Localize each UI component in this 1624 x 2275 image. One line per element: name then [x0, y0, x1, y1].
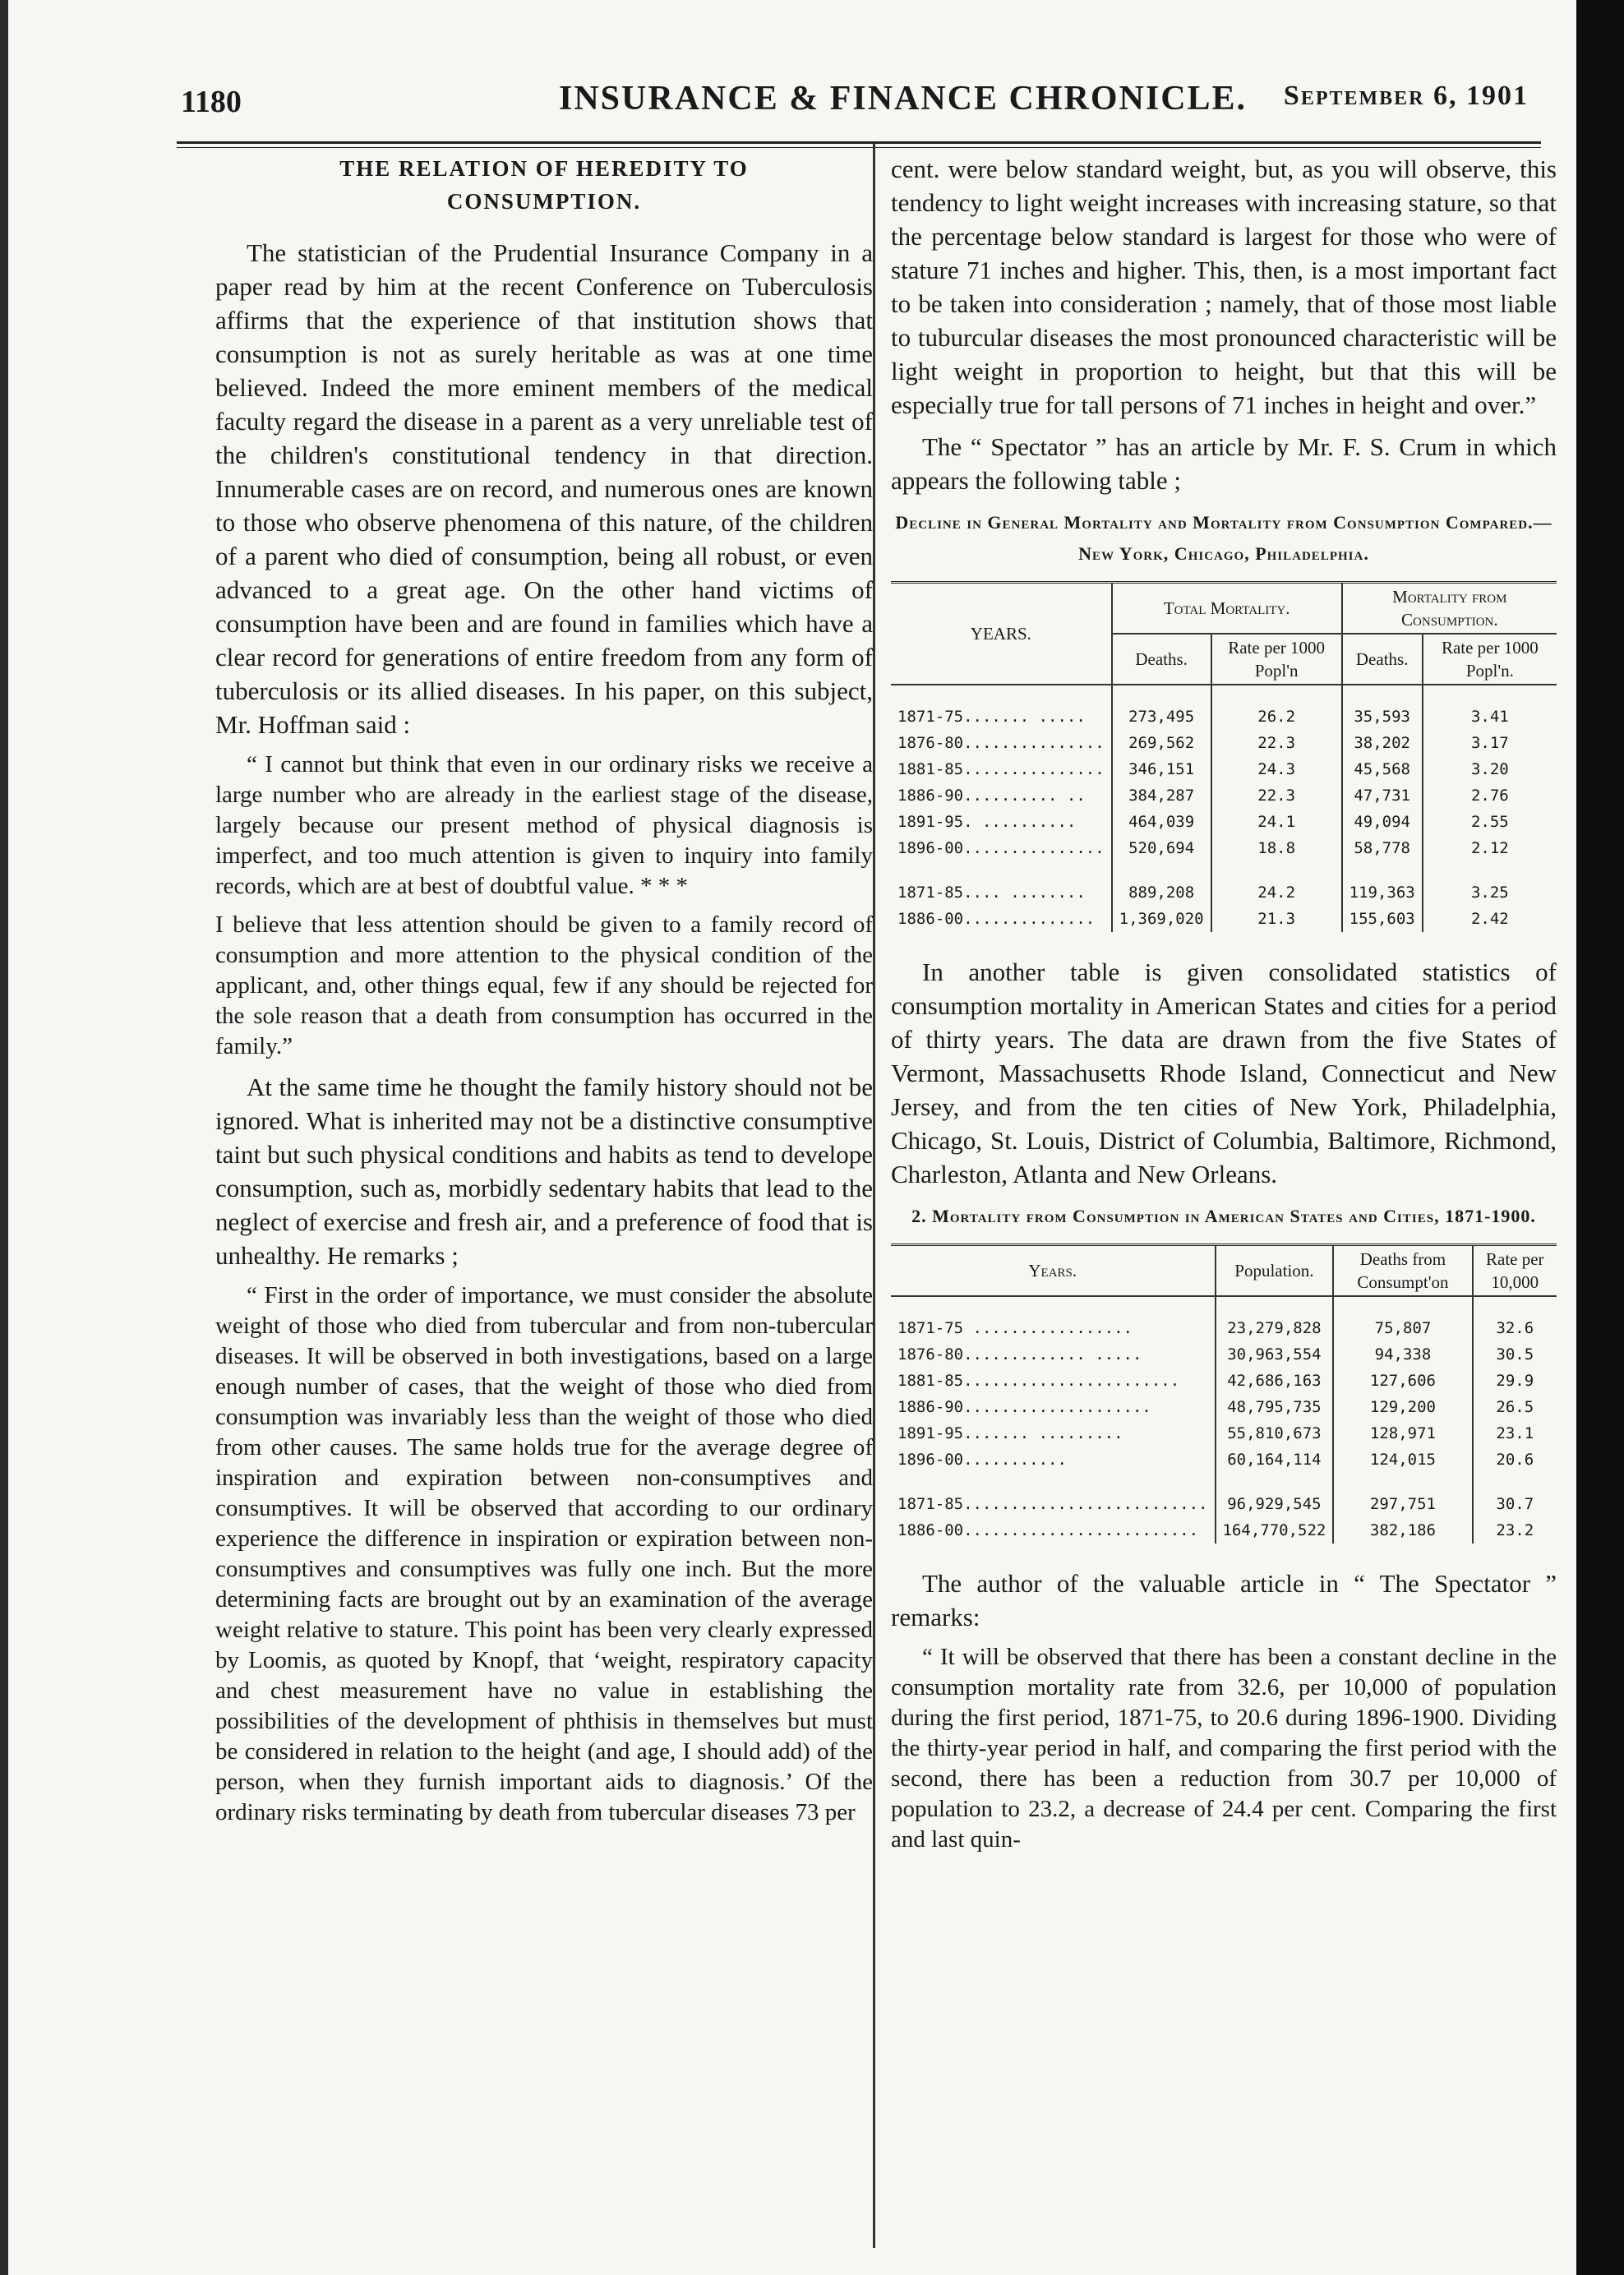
table1-row-cell: 346,151 [1112, 756, 1211, 782]
page-number: 1180 [181, 85, 242, 119]
table1-row-cell: 3.20 [1423, 756, 1557, 782]
table2-row-cell: 129,200 [1333, 1394, 1472, 1420]
table1-row-cell: 24.1 [1211, 809, 1342, 835]
table1-header-cons-deaths: Deaths. [1342, 634, 1423, 685]
scan-left-edge [0, 0, 8, 2275]
table2-summary-row-cell: 30.7 [1473, 1491, 1557, 1517]
quote-hoffman-part1: “ I cannot but think that even in our ordinary risks we receive a large number who are already in the earliest stage of the disease, largely because our present method of physical diagnosis is imperfect, and too much attention is given to inquiry into family records, which are at best of doubtful value. * * * [215, 751, 873, 899]
table1-row-cell: 1891-95. .......... [897, 813, 1077, 831]
table1-summary-row-cell: 1,369,020 [1112, 906, 1211, 932]
table2-row-cell: 1891-95....... ......... [897, 1424, 1123, 1442]
table1-row-cell: 22.3 [1211, 730, 1342, 756]
table1-header-total: Total Mortality. [1112, 583, 1342, 635]
table2-row-cell: 1896-00........... [897, 1451, 1067, 1469]
table2-caption: 2. Mortality from Consumption in American States and Cities, 1871-1900. [911, 1206, 1536, 1226]
running-header [181, 76, 1529, 133]
table2-header-deaths: Deaths from Consumpt'on [1333, 1245, 1472, 1297]
quote-weight: “ First in the order of importance, we must consider the absolute weight of those who died from tubercular and from non-tubercular diseases. It will be observed in both investigations, based on a large enough number of cases, that the weight of those who died from consumption was invariably less than the weight of those who died from other causes. The same holds true for the average degree of inspiration and expiration between non-consumptives and consumptives. It will be observed that according to our ordinary experience the difference in inspiration or expiration between non-consumptives and consumptives was fully one inch. But the more determining facts are brought out by an examination of the average weight relative to stature. This point has been very clearly expressed by Loomis, as quoted by Knopf, that ‘weight, respiratory capacity and chest measurement have no value in establishing the possibilities of the development of phthisis in themselves but must be considered in relation to the height (and age, I should add) of the person, when they furnish important aids to diagnosis.’ Of the ordinary risks terminating by death from tubercular diseases 73 per [215, 1282, 873, 1825]
table2-row-cell: 55,810,673 [1216, 1420, 1334, 1447]
scan-right-edge [1576, 0, 1624, 2275]
table2-row [891, 1368, 1557, 1394]
table2-row-cell: 23,279,828 [1216, 1315, 1334, 1341]
table1-row [891, 835, 1557, 861]
table1-header-consumption: Mortality from Consumption. [1342, 583, 1557, 635]
table1-header-rate: Rate per 1000 Popl'n [1211, 634, 1342, 685]
table1-row-cell: 38,202 [1342, 730, 1423, 756]
table2-row [891, 1394, 1557, 1420]
table1-row-cell: 273,495 [1112, 704, 1211, 730]
table1-row-cell: 3.41 [1423, 704, 1557, 730]
table2-summary-row [891, 1517, 1557, 1544]
table2-row-cell: 128,971 [1333, 1420, 1472, 1447]
table1-row-cell: 45,568 [1342, 756, 1423, 782]
table1-row [891, 809, 1557, 835]
table-spacer-row [891, 861, 1557, 879]
table2-row-cell: 48,795,735 [1216, 1394, 1334, 1420]
table2-row-cell: 29.9 [1473, 1368, 1557, 1394]
table2-row-cell: 1876-80............. ..... [897, 1345, 1142, 1364]
paragraph-author-remarks: The author of the valuable article in “ The Spectator ” remarks: [891, 1569, 1557, 1631]
table1-row-cell: 2.55 [1423, 809, 1557, 835]
quote-hoffman-part2: I believe that less attention should be given to a family record of consumption and more attention to the physical condition of the applicant, and, other things equal, few if any should be rejected for the sole reason that a death from consumption has occurred in the family.” [215, 911, 873, 1059]
table1-row-cell: 464,039 [1112, 809, 1211, 835]
table2-mortality [891, 1244, 1557, 1544]
table2-summary-row [891, 1491, 1557, 1517]
table2-summary-row-cell: 297,751 [1333, 1491, 1472, 1517]
table2-summary-row-cell: 1886-00......................... [897, 1521, 1199, 1539]
table2-row-cell: 32.6 [1473, 1315, 1557, 1341]
table2-row-cell: 124,015 [1333, 1447, 1472, 1473]
table2-row [891, 1341, 1557, 1368]
table1-row-cell: 269,562 [1112, 730, 1211, 756]
table2-summary-row-cell: 96,929,545 [1216, 1491, 1334, 1517]
table1-row [891, 704, 1557, 730]
article-title [215, 152, 873, 218]
table1-row-cell: 1886-90.......... .. [897, 787, 1086, 805]
table1-row-cell: 58,778 [1342, 835, 1423, 861]
table1-header-deaths: Deaths. [1112, 634, 1211, 685]
paragraph-intro: The statistician of the Prudential Insurance Company in a paper read by him at the recent Conference on Tuberculosis affirms that the experience of that institution shows that consumption is not as surely heritable as was at one time believed. Indeed the more eminent members of the medical faculty regard the disease in a parent as a very unreliable test of the children's constitutional tendency in that direction. Innumerable cases are on record, and numerous ones are known to those who observe phenomena of this nature, of the children of a parent who died of consumption, being all robust, or even advanced to a great age. On the other hand victims of consumption have been and are found in families which have a clear record for generations of entire freedom from any form of tuberculosis or its allied diseases. In his paper, on this subject, Mr. Hoffman said : [215, 238, 873, 739]
header-rule [177, 141, 1541, 144]
header-rule-thin [177, 147, 1541, 148]
table2-summary-row-cell: 382,186 [1333, 1517, 1472, 1544]
table-spacer-row [891, 1473, 1557, 1491]
table1-row-cell: 384,287 [1112, 782, 1211, 809]
table1-summary-row-cell: 24.2 [1211, 879, 1342, 906]
table2-header-population: Population. [1216, 1245, 1334, 1297]
table1-row-cell: 22.3 [1211, 782, 1342, 809]
table2-summary-row-cell: 164,770,522 [1216, 1517, 1334, 1544]
table-spacer-row [891, 685, 1557, 704]
table1-row-cell: 520,694 [1112, 835, 1211, 861]
right-column [891, 152, 1557, 1863]
quote-decline: “ It will be observed that there has been a constant decline in the consumption mortality rate from 32.6, per 10,000 of population during the first period, 1871-75, to 20.6 during 1896-1900. Dividing the thirty-year period in half, and comparing the first period with the second, there has been a reduction from 30.7 per 10,000 of population to 23.2, a decrease of 24.4 per cent. Comparing the first and last quin- [891, 1644, 1557, 1853]
table1-row-cell: 1871-75....... ..... [897, 708, 1086, 726]
table1-row [891, 782, 1557, 809]
paragraph-family-history: At the same time he thought the family history should not be ignored. What is inherited may not be a distinctive consumptive taint but such physical conditions and habits as tend to develope consumption, such as, morbidly sedentary habits that lead to the neglect of exercise and fresh air, and a preference of food that is unhealthy. He remarks ; [215, 1073, 873, 1270]
table1-row-cell: 1881-85............... [897, 760, 1105, 778]
table1-row [891, 756, 1557, 782]
table1-summary-row-cell: 2.42 [1423, 906, 1557, 932]
table1-row-cell: 1896-00............... [897, 839, 1105, 857]
issue-date: September 6, 1901 [1283, 81, 1529, 111]
table1-row-cell: 35,593 [1342, 704, 1423, 730]
table2-row-cell: 30.5 [1473, 1341, 1557, 1368]
table2-row [891, 1315, 1557, 1341]
table1-caption: Decline in General Mortality and Mortality from Consumption Compared.—New York, Chicago, Philadelphia. [895, 512, 1552, 564]
table2-row-cell: 20.6 [1473, 1447, 1557, 1473]
table2-row-cell: 75,807 [1333, 1315, 1472, 1341]
table1-summary-row-cell: 119,363 [1342, 879, 1423, 906]
table1-summary-row [891, 906, 1557, 932]
table1-summary-row [891, 879, 1557, 906]
table1-row-cell: 49,094 [1342, 809, 1423, 835]
table1-mortality [891, 581, 1557, 932]
table1-row-cell: 1876-80............... [897, 734, 1105, 752]
article-title-line2: CONSUMPTION. [446, 189, 642, 214]
table2-row-cell: 30,963,554 [1216, 1341, 1334, 1368]
table1-row-cell: 2.12 [1423, 835, 1557, 861]
table2-row-cell: 94,338 [1333, 1341, 1472, 1368]
table2-row-cell: 26.5 [1473, 1394, 1557, 1420]
table1-header-cons-rate: Rate per 1000 Popl'n. [1423, 634, 1557, 685]
table1-row-cell: 26.2 [1211, 704, 1342, 730]
table1-summary-row-cell: 1871-85.... ........ [897, 884, 1086, 902]
table1-summary-row-cell: 1886-00.............. [897, 910, 1096, 928]
table2-row-cell: 127,606 [1333, 1368, 1472, 1394]
table2-row-cell: 1881-85....................... [897, 1372, 1180, 1390]
table2-row-cell: 60,164,114 [1216, 1447, 1334, 1473]
table1-row [891, 730, 1557, 756]
table1-row-cell: 18.8 [1211, 835, 1342, 861]
table-spacer-row [891, 1296, 1557, 1315]
table2-row [891, 1447, 1557, 1473]
table2-row-cell: 1886-90.................... [897, 1398, 1151, 1416]
table2-row-cell: 42,686,163 [1216, 1368, 1334, 1394]
table1-summary-row-cell: 21.3 [1211, 906, 1342, 932]
table2-header-years: Years. [891, 1245, 1216, 1297]
paragraph-spectator: The “ Spectator ” has an article by Mr. F. S. Crum in which appears the following table ; [891, 432, 1557, 495]
left-column [215, 152, 873, 1836]
table1-summary-row-cell: 3.25 [1423, 879, 1557, 906]
table2-row-cell: 1871-75 ................. [897, 1319, 1133, 1337]
table2-row [891, 1420, 1557, 1447]
table2-summary-row-cell: 1871-85.......................... [897, 1495, 1208, 1513]
table2-body [891, 1296, 1557, 1544]
table2-row-cell: 23.1 [1473, 1420, 1557, 1447]
paragraph-another-table: In another table is given consolidated statistics of consumption mortality in American States and cities for a period of thirty years. The data are drawn from the five States of Vermont, Massachusetts Rhode Island, Connecticut and New Jersey, and from the ten cities of New York, Philadelphia, Chicago, St. Louis, District of Columbia, Baltimore, Richmond, Charleston, Atlanta and New Orleans. [891, 958, 1557, 1188]
table2-header-rate: Rate per 10,000 [1473, 1245, 1557, 1297]
table1-summary-row-cell: 155,603 [1342, 906, 1423, 932]
table1-summary-row-cell: 889,208 [1112, 879, 1211, 906]
table1-body [891, 685, 1557, 932]
journal-title: INSURANCE & FINANCE CHRONICLE. [559, 80, 1248, 118]
table1-header-years: YEARS. [891, 583, 1112, 685]
table1-row-cell: 47,731 [1342, 782, 1423, 809]
article-title-line1: THE RELATION OF HEREDITY TO [339, 156, 749, 181]
column-divider [873, 144, 875, 2248]
table2-summary-row-cell: 23.2 [1473, 1517, 1557, 1544]
table1-row-cell: 24.3 [1211, 756, 1342, 782]
quote-weight-continued: cent. were below standard weight, but, as you will observe, this tendency to light weight increases with increasing stature, so that the percentage below standard is largest for those who were of stature 71 inches and higher. This, then, is a most important fact to be taken into consideration ; namely, that of those most liable to tuburcular diseases the most pronounced characteristic will be light weight in proportion to height, but that this will be especially true for tall persons of 71 inches in height and over.” [891, 155, 1557, 419]
table1-row-cell: 3.17 [1423, 730, 1557, 756]
table1-row-cell: 2.76 [1423, 782, 1557, 809]
